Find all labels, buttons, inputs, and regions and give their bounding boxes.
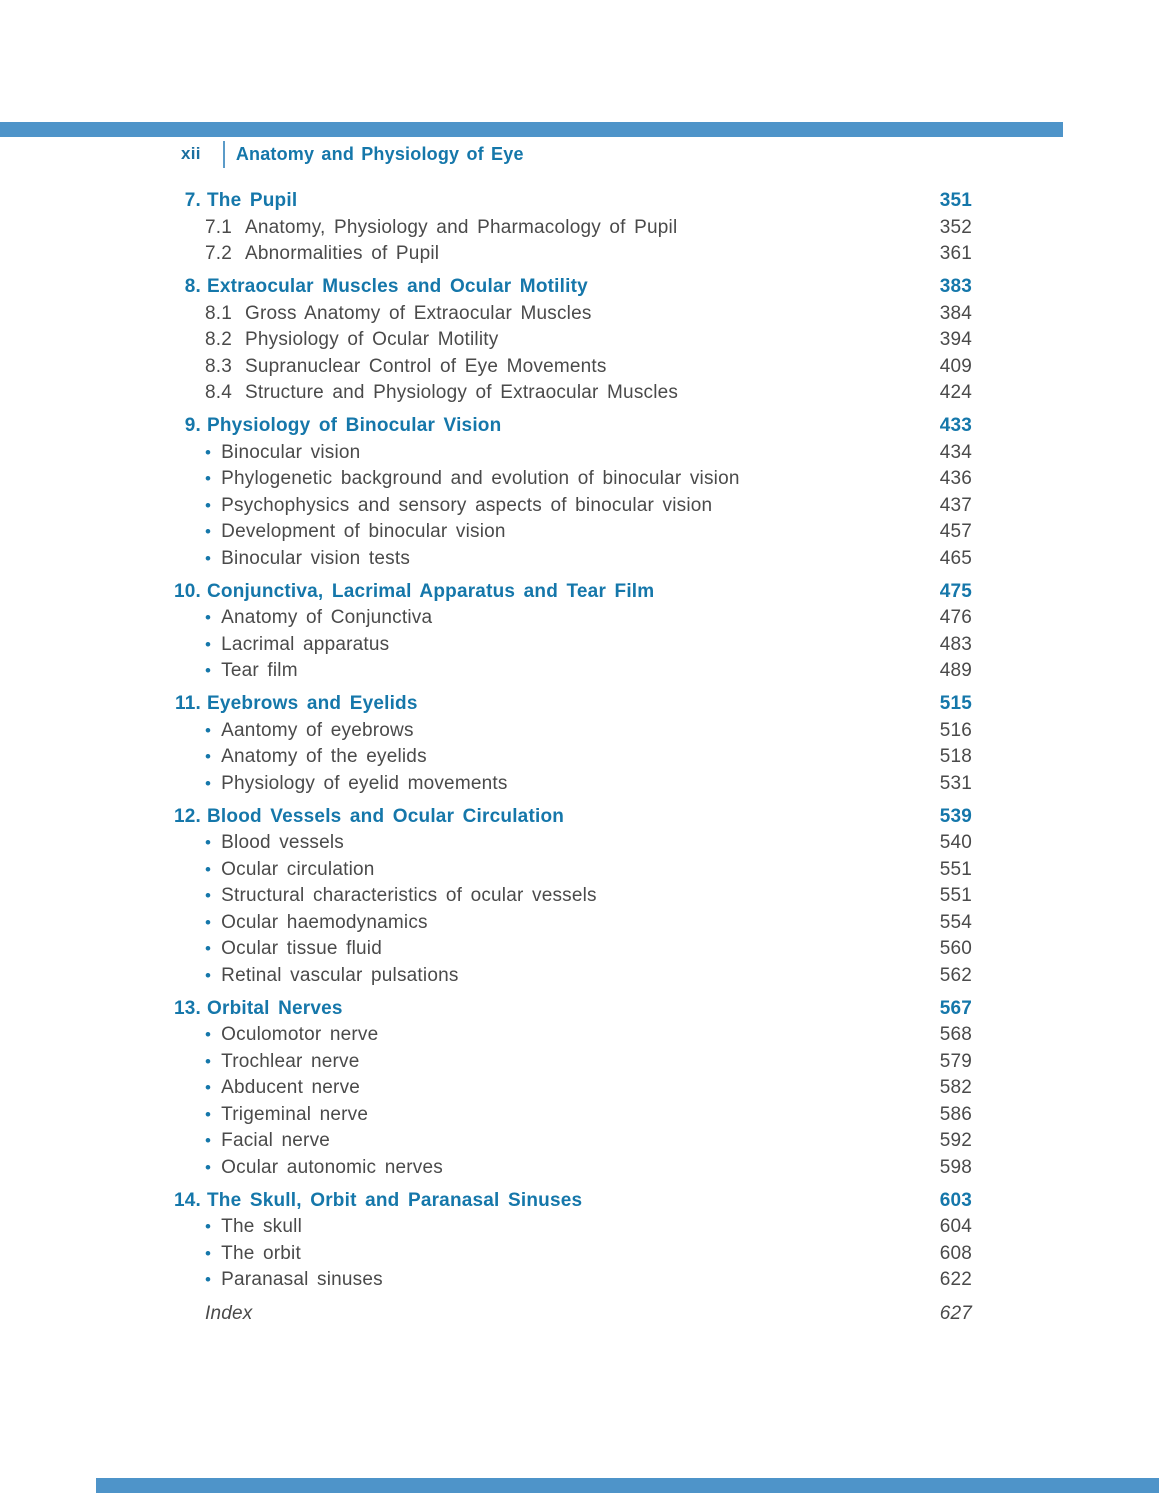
- entry-title: Lacrimal apparatus: [221, 633, 390, 655]
- entry-title: Structure and Physiology of Extraocular Muscles: [245, 382, 679, 403]
- section-page-number: 351: [939, 190, 972, 211]
- index-label: Index: [205, 1302, 253, 1324]
- section-number: 11.: [175, 693, 201, 714]
- bullet-icon: •: [205, 1104, 212, 1124]
- section-page-number: 603: [939, 1189, 972, 1211]
- entry-page-number: 598: [939, 1156, 972, 1178]
- bullet-icon: •: [205, 1217, 212, 1236]
- entry-number: 7.1: [205, 216, 233, 238]
- toc-entry-row[interactable]: [172, 1155, 972, 1182]
- entry-title: Trochlear nerve: [221, 1050, 360, 1072]
- entry-title: Development of binocular vision: [221, 521, 506, 542]
- entry-page-number: 394: [939, 329, 972, 350]
- toc-entry-row[interactable]: [172, 301, 972, 328]
- entry-title: Psychophysics and sensory aspects of binocular vision: [221, 494, 713, 516]
- entry-page-number: 384: [939, 302, 972, 324]
- entry-title: Ocular autonomic nerves: [221, 1156, 443, 1178]
- bullet-icon: •: [205, 634, 212, 654]
- toc-entry-row[interactable]: [172, 857, 972, 884]
- bullet-icon: •: [205, 859, 212, 879]
- bullet-icon: •: [205, 939, 212, 958]
- entry-title: Blood vessels: [221, 832, 344, 853]
- entry-title: Ocular haemodynamics: [221, 911, 428, 933]
- entry-page-number: 604: [939, 1216, 972, 1237]
- bullet-icon: •: [205, 747, 212, 766]
- bullet-icon: •: [205, 1051, 212, 1071]
- toc-entry-row[interactable]: [172, 605, 972, 632]
- entry-title: Facial nerve: [221, 1130, 331, 1151]
- entry-page-number: 476: [939, 607, 972, 628]
- bullet-icon: •: [205, 442, 212, 462]
- toc-entry-row[interactable]: [172, 718, 972, 745]
- entry-title: Retinal vascular pulsations: [221, 964, 459, 986]
- toc-entry-row[interactable]: [172, 440, 972, 467]
- section-title: Eyebrows and Eyelids: [207, 693, 418, 714]
- toc-entry-row[interactable]: [172, 744, 972, 771]
- entry-page-number: 551: [939, 858, 972, 880]
- entry-page-number: 409: [939, 355, 972, 377]
- entry-number: 8.2: [205, 329, 233, 350]
- bullet-icon: •: [205, 773, 212, 793]
- entry-page-number: 483: [939, 633, 972, 655]
- entry-title: The skull: [221, 1216, 302, 1237]
- entry-page-number: 582: [939, 1077, 972, 1098]
- entry-page-number: 424: [939, 382, 972, 403]
- toc-entry-row[interactable]: [172, 936, 972, 963]
- entry-page-number: 540: [939, 832, 972, 853]
- section-number: 8.: [184, 276, 201, 297]
- entry-page-number: 434: [939, 441, 972, 463]
- bullet-icon: •: [205, 886, 212, 905]
- toc-entry-row[interactable]: [172, 658, 972, 685]
- toc-entry-row[interactable]: [172, 1102, 972, 1129]
- entry-page-number: 352: [939, 216, 972, 238]
- toc-entry-row[interactable]: [172, 771, 972, 798]
- section-page-number: 383: [939, 276, 972, 297]
- index-page-number: 627: [939, 1302, 972, 1324]
- entry-page-number: 579: [939, 1050, 972, 1072]
- section-number: 13.: [173, 997, 201, 1019]
- entry-page-number: 568: [939, 1024, 972, 1045]
- entry-title: Anatomy, Physiology and Pharmacology of Pupil: [245, 216, 678, 238]
- entry-title: Ocular tissue fluid: [221, 938, 382, 959]
- toc-section-title-row[interactable]: [172, 413, 972, 440]
- entry-page-number: 518: [939, 746, 972, 767]
- toc-entry-row[interactable]: [172, 1022, 972, 1049]
- bullet-icon: •: [205, 608, 212, 627]
- section-page-number: 539: [939, 805, 972, 827]
- entry-page-number: 465: [939, 547, 972, 569]
- section-title: The Skull, Orbit and Paranasal Sinuses: [207, 1189, 583, 1211]
- section-title: The Pupil: [207, 190, 298, 211]
- entry-page-number: 489: [939, 660, 972, 681]
- section-page-number: 515: [939, 693, 972, 714]
- entry-title: Aantomy of eyebrows: [221, 719, 414, 741]
- entry-number: 7.2: [205, 243, 233, 264]
- toc-index-row[interactable]: [172, 1301, 972, 1328]
- section-page-number: 567: [939, 997, 972, 1019]
- entry-title: Phylogenetic background and evolution of binocular vision: [221, 468, 740, 489]
- bullet-icon: •: [205, 833, 212, 852]
- entry-page-number: 551: [939, 885, 972, 906]
- toc-section-title-row[interactable]: [172, 1188, 972, 1215]
- bullet-icon: •: [205, 912, 212, 932]
- entry-page-number: 361: [939, 243, 972, 264]
- section-number: 10.: [173, 580, 201, 602]
- bullet-icon: •: [205, 661, 212, 680]
- toc-entry-row[interactable]: [172, 493, 972, 520]
- toc-entry-row[interactable]: [172, 380, 972, 407]
- entry-page-number: 437: [939, 494, 972, 516]
- bullet-icon: •: [205, 495, 212, 515]
- toc-section-title-row[interactable]: [172, 274, 972, 301]
- entry-title: Tear film: [221, 660, 298, 681]
- entry-title: Trigeminal nerve: [221, 1103, 369, 1125]
- toc-entry-row[interactable]: [172, 466, 972, 493]
- entry-page-number: 622: [939, 1269, 972, 1290]
- section-title: Orbital Nerves: [207, 997, 343, 1019]
- bullet-icon: •: [205, 1157, 212, 1177]
- entry-title: Ocular circulation: [221, 858, 375, 880]
- toc-entry-row[interactable]: [172, 963, 972, 990]
- entry-page-number: 560: [939, 938, 972, 959]
- entry-number: 8.1: [205, 302, 233, 324]
- toc-section-title-row[interactable]: [172, 996, 972, 1023]
- toc-entry-row[interactable]: [172, 910, 972, 937]
- entry-title: Anatomy of the eyelids: [221, 746, 427, 767]
- bullet-icon: •: [205, 1243, 212, 1263]
- section-title: Conjunctiva, Lacrimal Apparatus and Tear Film: [207, 580, 655, 602]
- toc-entry-row[interactable]: [172, 830, 972, 857]
- section-number: 12.: [173, 805, 201, 827]
- entry-title: Paranasal sinuses: [221, 1269, 383, 1290]
- bullet-icon: •: [205, 1270, 212, 1289]
- entry-title: Supranuclear Control of Eye Movements: [245, 355, 607, 377]
- toc-section-title-row[interactable]: [172, 579, 972, 606]
- entry-page-number: 586: [939, 1103, 972, 1125]
- toc-entry-row[interactable]: [172, 519, 972, 546]
- entry-title: Physiology of eyelid movements: [221, 772, 508, 794]
- toc-entry-row[interactable]: [172, 883, 972, 910]
- entry-title: Anatomy of Conjunctiva: [221, 607, 433, 628]
- toc-entry-row[interactable]: [172, 546, 972, 573]
- entry-title: Binocular vision tests: [221, 547, 411, 569]
- bullet-icon: •: [205, 720, 212, 740]
- entry-page-number: 516: [939, 719, 972, 741]
- bullet-icon: •: [205, 965, 212, 985]
- entry-page-number: 592: [939, 1130, 972, 1151]
- toc-section-title-row[interactable]: [172, 188, 972, 215]
- entry-title: The orbit: [221, 1242, 301, 1264]
- bullet-icon: •: [205, 522, 212, 541]
- entry-page-number: 531: [939, 772, 972, 794]
- section-number: 7.: [184, 190, 201, 211]
- entry-number: 8.4: [205, 382, 233, 403]
- entry-page-number: 436: [939, 468, 972, 489]
- toc-entry-row[interactable]: [172, 1075, 972, 1102]
- toc-entry-row[interactable]: [172, 1267, 972, 1294]
- toc-section-title-row[interactable]: [172, 804, 972, 831]
- section-number: 14.: [173, 1189, 201, 1211]
- entry-title: Oculomotor nerve: [221, 1024, 379, 1045]
- entry-title: Gross Anatomy of Extraocular Muscles: [245, 302, 592, 324]
- entry-title: Structural characteristics of ocular vessels: [221, 885, 597, 906]
- entry-title: Physiology of Ocular Motility: [245, 329, 499, 350]
- section-page-number: 433: [939, 415, 972, 436]
- entry-page-number: 554: [939, 911, 972, 933]
- toc-entry-row[interactable]: [172, 1128, 972, 1155]
- header-divider: [223, 141, 225, 168]
- entry-page-number: 457: [939, 521, 972, 542]
- toc-entry-row[interactable]: [172, 327, 972, 354]
- toc-section-title-row[interactable]: [172, 691, 972, 718]
- toc-entry-row[interactable]: [172, 354, 972, 381]
- header-accent-bar: [0, 122, 1063, 137]
- bullet-icon: •: [205, 548, 212, 568]
- toc-entry-row[interactable]: [172, 1214, 972, 1241]
- toc-entry-row[interactable]: [172, 1049, 972, 1076]
- entry-page-number: 562: [939, 964, 972, 986]
- bullet-icon: •: [205, 1078, 212, 1097]
- bullet-icon: •: [205, 469, 212, 488]
- entry-title: Binocular vision: [221, 441, 361, 463]
- page-folio: xii: [181, 144, 201, 163]
- bullet-icon: •: [205, 1131, 212, 1150]
- entry-page-number: 608: [939, 1242, 972, 1264]
- toc-entry-row[interactable]: [172, 1241, 972, 1268]
- section-page-number: 475: [939, 580, 972, 602]
- entry-title: Abnormalities of Pupil: [245, 243, 440, 264]
- entry-number: 8.3: [205, 355, 233, 377]
- page-header: [181, 140, 524, 168]
- table-of-contents: [172, 188, 972, 1327]
- footer-accent-bar: [96, 1478, 1159, 1493]
- section-title: Extraocular Muscles and Ocular Motility: [207, 276, 588, 297]
- section-number: 9.: [184, 415, 201, 436]
- toc-entry-row[interactable]: [172, 241, 972, 268]
- toc-entry-row[interactable]: [172, 215, 972, 242]
- entry-title: Abducent nerve: [221, 1077, 361, 1098]
- running-title: Anatomy and Physiology of Eye: [235, 143, 524, 164]
- bullet-icon: •: [205, 1025, 212, 1044]
- toc-entry-row[interactable]: [172, 632, 972, 659]
- section-title: Physiology of Binocular Vision: [207, 415, 502, 436]
- section-title: Blood Vessels and Ocular Circulation: [207, 805, 565, 827]
